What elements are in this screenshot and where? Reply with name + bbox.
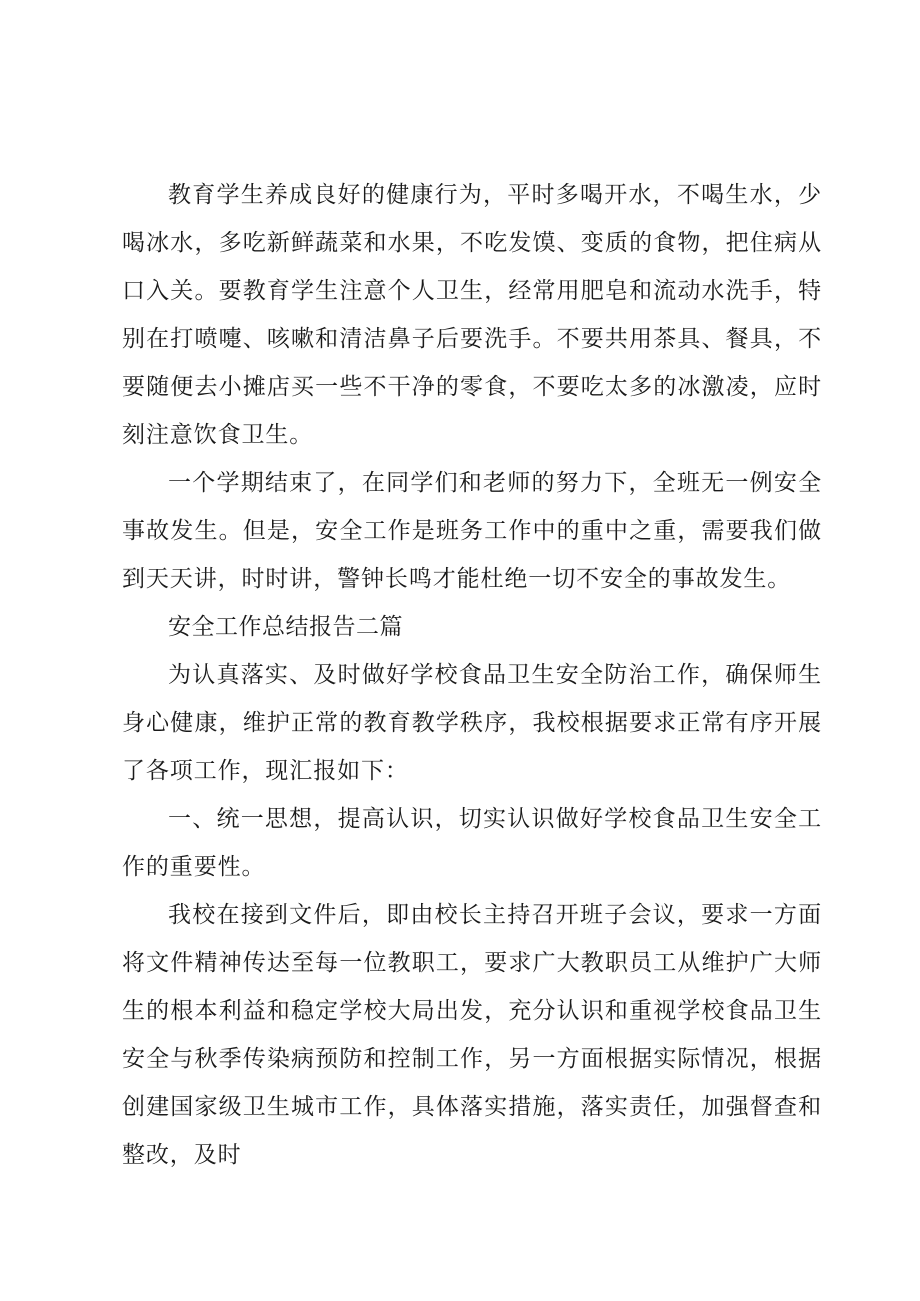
numbered-heading-paragraph: 一、统一思想，提高认识，切实认识做好学校食品卫生安全工作的重要性。 [122,806,822,880]
document-body [122,171,822,1179]
body-paragraph: 我校在接到文件后，即由校长主持召开班子会议，要求一方面将文件精神传达至每一位教职工，要求广大教职员工从维护广大师生的根本利益和稳定学校大局出发，充分认识和重视学校食品卫生安全与秋季传染病预防和控制工作，另一方面根据实际情况，根据创建国家级卫生城市工作，具体落实措施，落实责任，加强督查和整改，及时 [122,902,822,1168]
body-paragraph: 一个学期结束了，在同学们和老师的努力下，全班无一例安全事故发生。但是，安全工作是班务工作中的重中之重，需要我们做到天天讲，时时讲，警钟长鸣才能杜绝一切不安全的事故发生。 [122,470,822,592]
body-paragraph: 为认真落实、及时做好学校食品卫生安全防治工作，确保师生身心健康，维护正常的教育教学秩序，我校根据要求正常有序开展了各项工作，现汇报如下： [122,662,822,784]
section-title: 安全工作总结报告二篇 [168,614,403,640]
body-paragraph: 教育学生养成良好的健康行为，平时多喝开水，不喝生水，少喝冰水，多吃新鲜蔬菜和水果，不吃发馍、变质的食物，把住病从口入关。要教育学生注意个人卫生，经常用肥皂和流动水洗手，特别在打喷嚏、咳嗽和清洁鼻子后要洗手。不要共用茶具、餐具，不要随便去小摊店买一些不干净的零食，不要吃太多的冰激凌，应时刻注意饮食卫生。 [122,182,822,448]
